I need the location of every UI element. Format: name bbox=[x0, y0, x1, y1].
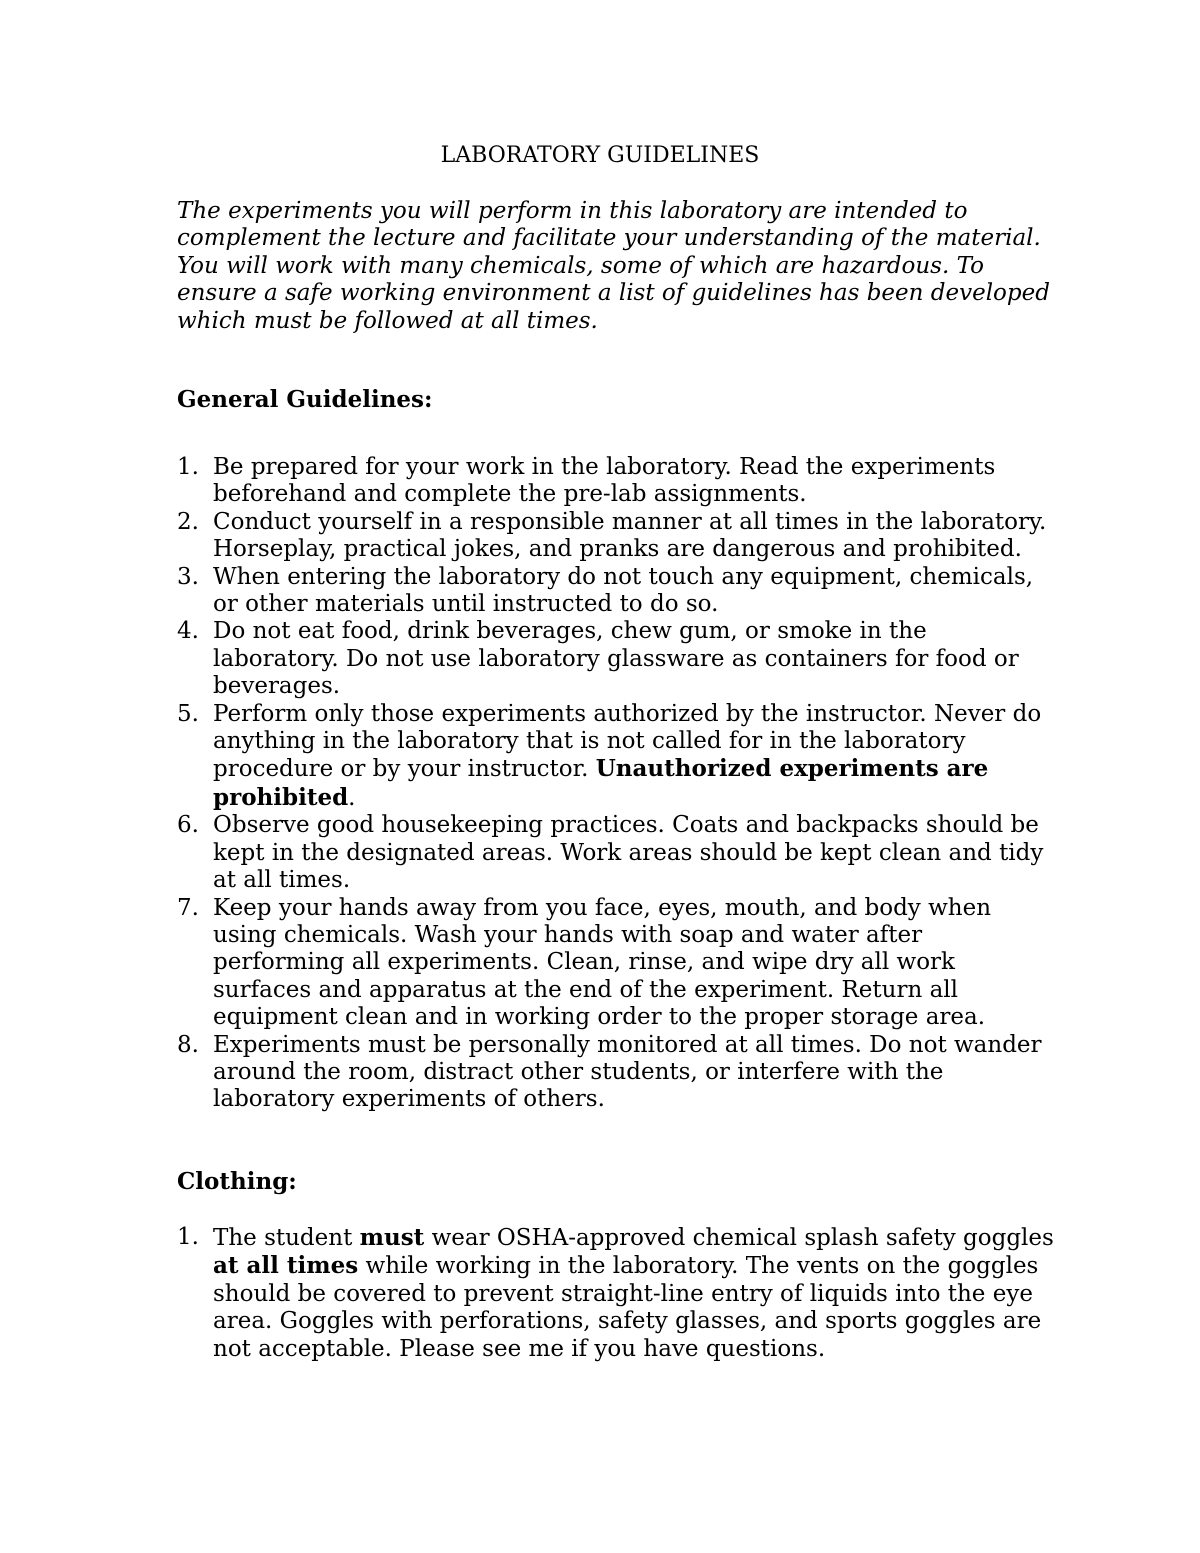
item-number: 5. bbox=[177, 700, 199, 727]
list-item bbox=[177, 618, 1057, 700]
document-title: LABORATORY GUIDELINES bbox=[440, 143, 760, 168]
list-item bbox=[177, 895, 1057, 1032]
clothing-list bbox=[177, 1224, 1057, 1363]
item-text: Keep your hands away from you face, eyes, mouth, and body when using chemicals. Wash your hands with soap and water after performing all experiments. Clean, rinse, and wipe dry all work surfaces and apparatus at the end of the experiment. Return all equipment clean and in working order to the proper storage area. bbox=[213, 894, 992, 1031]
item-text: Conduct yourself in a responsible manner at all times in the laboratory. Horseplay, practical jokes, and pranks are dangerous and prohibited. bbox=[213, 508, 1047, 563]
item-number: 2. bbox=[177, 508, 199, 535]
list-item bbox=[177, 454, 1057, 509]
list-item bbox=[177, 1032, 1057, 1114]
item-number: 4. bbox=[177, 618, 199, 645]
item-number: 6. bbox=[177, 812, 199, 839]
list-item bbox=[177, 1224, 1057, 1363]
item-bold-text: Unauthorized experiments are prohibited bbox=[213, 755, 989, 811]
general-guidelines-heading: General Guidelines: bbox=[177, 386, 433, 413]
item-bold-text: at all times bbox=[213, 1252, 359, 1280]
list-item bbox=[177, 812, 1057, 894]
item-number: 1. bbox=[177, 454, 199, 480]
item-bold-text: must bbox=[359, 1224, 425, 1251]
item-number: 8. bbox=[177, 1031, 199, 1058]
item-text: wear OSHA-approved chemical splash safety goggles bbox=[424, 1225, 1054, 1251]
clothing-heading: Clothing: bbox=[177, 1168, 297, 1195]
list-item bbox=[177, 564, 1057, 619]
list-item bbox=[177, 701, 1057, 813]
item-text: When entering the laboratory do not touch any equipment, chemicals, or other materials until instructed to do so. bbox=[213, 563, 1034, 618]
list-item bbox=[177, 509, 1057, 564]
item-text: while working in the laboratory. The vents on the goggles should be covered to prevent straight-line entry of liquids into the eye area. Goggles with perforations, safety glasses, and sports goggles are not acceptable. Please see me if you have questions. bbox=[213, 1253, 1042, 1362]
item-text: The student bbox=[213, 1225, 360, 1251]
item-number: 7. bbox=[177, 894, 199, 921]
general-guidelines-list bbox=[177, 454, 1057, 1114]
item-text: Experiments must be personally monitored at all times. Do not wander around the room, distract other students, or interfere with the laboratory experiments of others. bbox=[213, 1031, 1042, 1113]
item-text: Be prepared for your work in the laboratory. Read the experiments beforehand and complete the pre-lab assignments. bbox=[213, 454, 996, 508]
item-text: Do not eat food, drink beverages, chew gum, or smoke in the laboratory. Do not use laboratory glassware as containers for food or beverages. bbox=[213, 618, 1019, 700]
intro-paragraph: The experiments you will perform in this laboratory are intended to complement the lecture and facilitate your understanding of the material. You will work with many chemicals, some of which are hazardous. To ensure a safe working environment a list of guidelines has been developed which must be followed at all times. bbox=[177, 198, 1050, 334]
item-number: 3. bbox=[177, 563, 199, 590]
item-text: Perform only those experiments authorized by the instructor. Never do anything in the laboratory that is not called for in the laboratory procedure or by your instructor. bbox=[213, 700, 1042, 783]
item-number: 1. bbox=[177, 1224, 199, 1250]
item-text-end: . bbox=[348, 784, 356, 811]
item-text: Observe good housekeeping practices. Coats and backpacks should be kept in the designated areas. Work areas should be kept clean and tidy at all times. bbox=[213, 812, 1044, 894]
